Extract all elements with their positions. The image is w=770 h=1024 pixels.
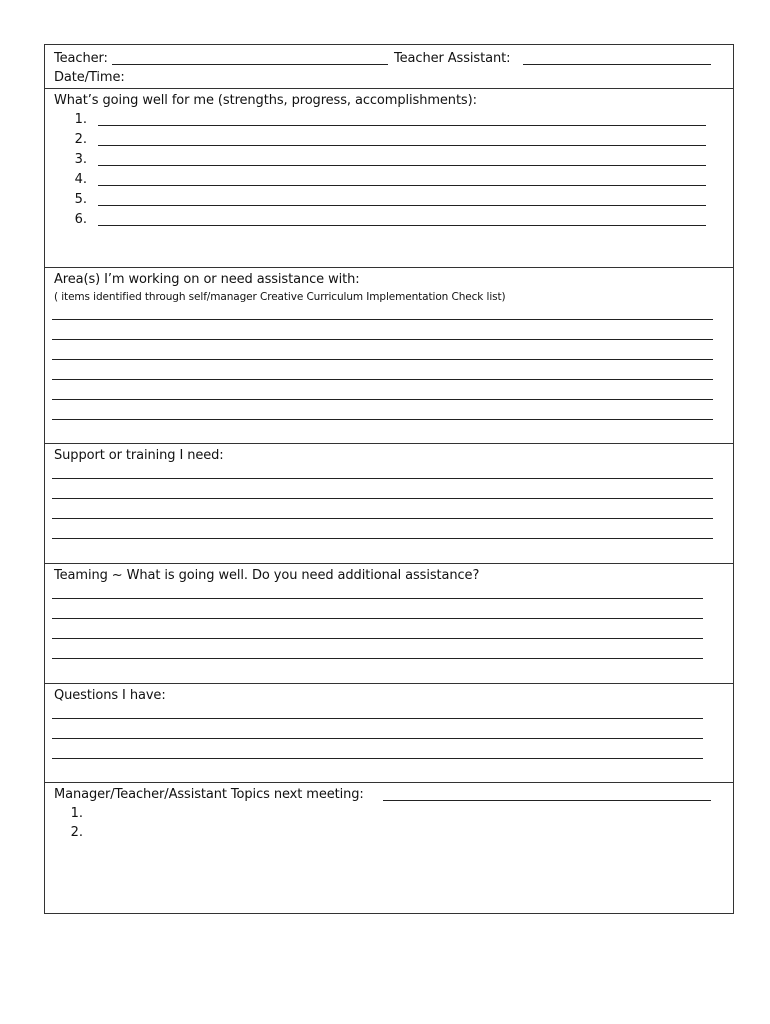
topic-number-1: 1. [70,806,83,821]
strength-line-6[interactable] [98,225,706,226]
areas-line-4[interactable] [52,379,713,380]
questions-section [45,684,733,783]
teaming-line-2[interactable] [52,618,703,619]
support-section [45,444,733,564]
questions-line-2[interactable] [52,738,703,739]
topics-field[interactable] [383,800,711,801]
strength-number-3: 3. [74,152,87,167]
support-line-3[interactable] [52,518,713,519]
support-line-2[interactable] [52,498,713,499]
strengths-section [45,89,733,268]
feedback-form [44,44,734,914]
strength-line-5[interactable] [98,205,706,206]
strength-number-2: 2. [74,132,87,147]
topic-number-2: 2. [70,825,83,840]
teaming-line-4[interactable] [52,658,703,659]
areas-line-5[interactable] [52,399,713,400]
strength-number-6: 6. [74,212,87,227]
strengths-title: What’s going well for me (strengths, progress, accomplishments): [54,93,477,108]
teaming-line-3[interactable] [52,638,703,639]
strength-line-4[interactable] [98,185,706,186]
teacher-field[interactable] [112,64,388,65]
questions-title: Questions I have: [54,688,166,703]
strength-number-4: 4. [74,172,87,187]
teaming-line-1[interactable] [52,598,703,599]
teaming-title: Teaming ~ What is going well. Do you need additional assistance? [54,568,480,583]
areas-line-6[interactable] [52,419,713,420]
topics-section [45,783,733,913]
questions-line-1[interactable] [52,718,703,719]
strength-line-2[interactable] [98,145,706,146]
teaming-section [45,564,733,684]
datetime-label: Date/Time: [54,70,125,85]
areas-line-1[interactable] [52,319,713,320]
support-line-1[interactable] [52,478,713,479]
areas-section [45,268,733,444]
areas-line-2[interactable] [52,339,713,340]
questions-line-3[interactable] [52,758,703,759]
teacher-assistant-label: Teacher Assistant: [394,51,511,66]
support-line-4[interactable] [52,538,713,539]
teacher-assistant-field[interactable] [523,64,711,65]
support-title: Support or training I need: [54,448,224,463]
teacher-label: Teacher: [54,51,108,66]
strength-line-1[interactable] [98,125,706,126]
topics-title: Manager/Teacher/Assistant Topics next meeting: [54,787,364,802]
strength-line-3[interactable] [98,165,706,166]
strength-number-1: 1. [74,112,87,127]
areas-title: Area(s) I’m working on or need assistance with: [54,272,360,287]
areas-line-3[interactable] [52,359,713,360]
strength-number-5: 5. [74,192,87,207]
areas-note: ( items identified through self/manager Creative Curriculum Implementation Check list) [54,291,506,303]
header-section [45,45,733,89]
